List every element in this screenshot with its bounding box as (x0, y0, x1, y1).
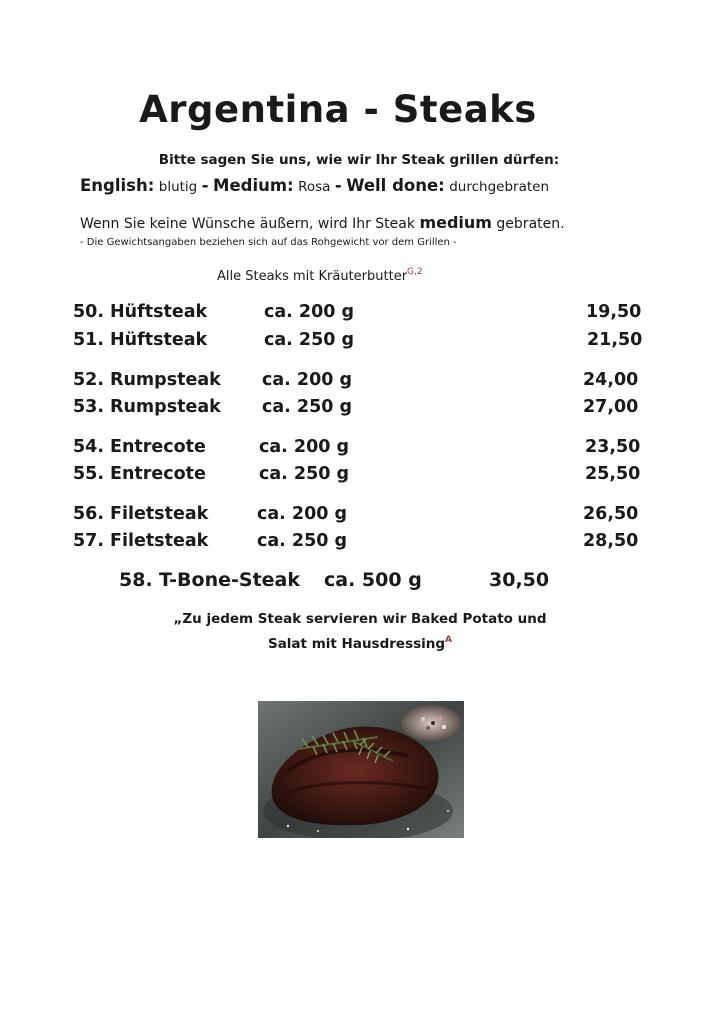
item-weight: ca. 500 g (324, 569, 422, 591)
english-label: English: (80, 176, 155, 195)
side-dish-text: Salat mit Hausdressing (267, 636, 446, 652)
item-price: 30,50 (489, 569, 550, 591)
item-name: Hüftsteak (110, 330, 208, 350)
medium-value: Rosa (298, 179, 331, 195)
item-price: 24,00 (583, 370, 639, 390)
item-name: Filetsteak (110, 504, 209, 524)
butter-text: Alle Steaks mit Kräuterbutter (217, 269, 408, 284)
item-price: 25,50 (585, 464, 641, 484)
wish-before: Wenn Sie keine Wünsche äußern, wird Ihr Steak (80, 216, 415, 232)
weight-note: - Die Gewichtsangaben beziehen sich auf das Rohgewicht vor dem Grillen - (80, 237, 457, 248)
item-number: 50. (73, 302, 105, 322)
allergen-code: G,2 (407, 267, 423, 277)
grill-question: Bitte sagen Sie uns, wie wir Ihr Steak grillen dürfen: (158, 152, 560, 168)
item-name: Rumpsteak (110, 397, 221, 417)
item-price: 26,50 (583, 504, 639, 524)
medium-label: Medium: (213, 176, 294, 195)
item-price: 23,50 (585, 437, 641, 457)
item-price: 27,00 (583, 397, 639, 417)
item-price: 28,50 (583, 531, 639, 551)
item-weight: ca. 250 g (264, 330, 355, 350)
peppercorn (426, 726, 430, 730)
side-dish-note-line2 (0, 635, 720, 652)
item-name: Entrecote (110, 437, 206, 457)
peppercorn (438, 716, 442, 720)
steak-photo (258, 701, 464, 838)
item-number: 53. (73, 397, 105, 417)
item-weight: ca. 250 g (262, 397, 353, 417)
item-name: Entrecote (110, 464, 206, 484)
item-name: Filetsteak (110, 531, 209, 551)
item-name: Hüftsteak (110, 302, 208, 322)
page-title: Argentina - Steaks (139, 88, 537, 131)
salt-grain (287, 825, 289, 827)
item-weight: ca. 250 g (257, 531, 348, 551)
wish-after: gebraten. (496, 216, 565, 232)
item-number: 57. (73, 531, 105, 551)
item-number: 56. (73, 504, 105, 524)
peppercorn (421, 717, 425, 721)
welldone-value: durchgebraten (449, 179, 549, 195)
separator: - (334, 176, 342, 195)
item-weight: ca. 250 g (259, 464, 350, 484)
salt-grain (447, 810, 449, 812)
item-weight: ca. 200 g (257, 504, 348, 524)
item-number: 55. (73, 464, 105, 484)
item-number: 51. (73, 330, 105, 350)
item-weight: ca. 200 g (264, 302, 355, 322)
peppercorn (442, 725, 446, 729)
doneness-legend (80, 176, 549, 195)
item-number: 58. (119, 569, 153, 591)
item-number: 52. (73, 370, 105, 390)
item-name: Rumpsteak (110, 370, 221, 390)
salt-grain (317, 830, 319, 832)
separator: - (201, 176, 209, 195)
salt-grain (407, 828, 409, 830)
item-number: 54. (73, 437, 105, 457)
item-weight: ca. 200 g (262, 370, 353, 390)
wish-highlight: medium (419, 213, 492, 232)
herb-butter-note (217, 267, 423, 284)
allergen-code: A (445, 635, 453, 645)
side-dish-note-line1: „Zu jedem Steak servieren wir Baked Potato und (173, 611, 547, 627)
peppercorn (431, 721, 435, 725)
item-name: T-Bone-Steak (159, 569, 300, 591)
item-weight: ca. 200 g (259, 437, 350, 457)
item-price: 21,50 (587, 330, 643, 350)
english-value: blutig (158, 179, 198, 195)
item-price: 19,50 (586, 302, 642, 322)
default-doneness-note (80, 213, 565, 232)
welldone-label: Well done: (346, 176, 445, 195)
